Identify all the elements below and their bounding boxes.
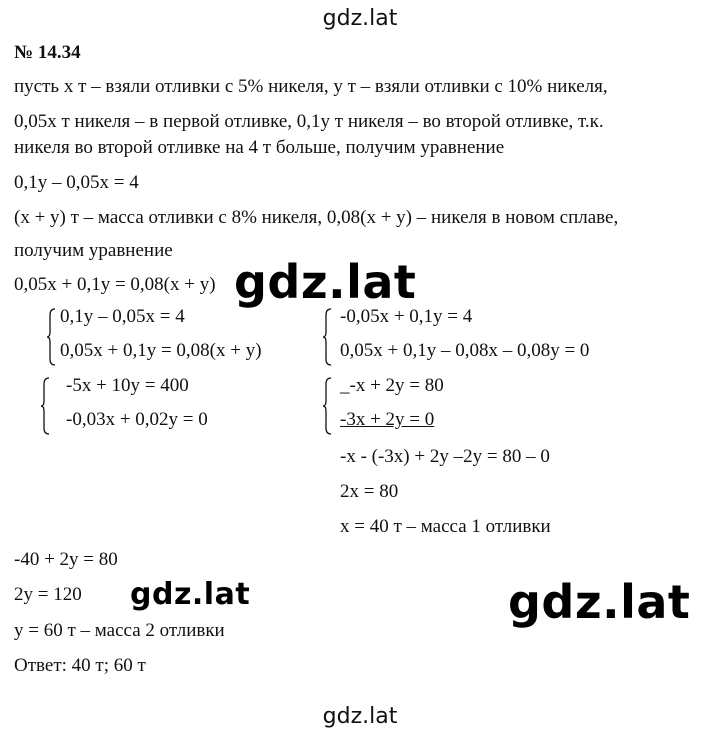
- watermark-top: gdz.lat: [322, 6, 398, 31]
- system-2-eq-2: 0,05х + 0,1у – 0,08х – 0,08у = 0: [340, 340, 590, 361]
- text-line-2: 0,05х т никеля – в первой отливке, 0,1у т никеля – во второй отливке, т.к.: [14, 111, 604, 132]
- step-2y: 2у = 120: [14, 584, 82, 605]
- answer: Ответ: 40 т; 60 т: [14, 655, 146, 676]
- step-substitute: -40 + 2у = 80: [14, 549, 118, 570]
- system-3-eq-1: -5х + 10у = 400: [66, 375, 189, 396]
- equation-line-4: 0,1у – 0,05х = 4: [14, 172, 139, 193]
- watermark-bottom: gdz.lat: [322, 704, 398, 729]
- system-brace-2: [322, 308, 332, 366]
- system-brace-3: [40, 377, 50, 435]
- equation-line-7: 0,05х + 0,1у = 0,08(х + у): [14, 274, 216, 295]
- watermark-middle: gdz.lat: [230, 256, 420, 308]
- system-brace-1: [46, 308, 56, 366]
- system-3-eq-2: -0,03х + 0,02у = 0: [66, 409, 208, 430]
- text-line-6: получим уравнение: [14, 240, 173, 261]
- step-y-result: у = 60 т – масса 2 отливки: [14, 620, 225, 641]
- text-line-1: пусть х т – взяли отливки с 5% никеля, у т – взяли отливки с 10% никеля,: [14, 76, 608, 97]
- watermark-right: gdz.lat: [508, 575, 691, 629]
- system-brace-4: [322, 377, 332, 435]
- system-4-eq-1: _-х + 2у = 80: [340, 375, 444, 396]
- step-2x: 2х = 80: [340, 481, 399, 502]
- system-1-eq-2: 0,05х + 0,1у = 0,08(х + у): [60, 340, 262, 361]
- system-1-eq-1: 0,1у – 0,05х = 4: [60, 306, 185, 327]
- step-x-result: х = 40 т – масса 1 отливки: [340, 516, 551, 537]
- text-line-3: никеля во второй отливке на 4 т больше, получим уравнение: [14, 137, 505, 158]
- step-subtract: -х - (-3х) + 2у –2у = 80 – 0: [340, 446, 550, 467]
- watermark-left: gdz.lat: [130, 577, 251, 612]
- problem-number: № 14.34: [14, 42, 81, 63]
- system-2-eq-1: -0,05х + 0,1у = 4: [340, 306, 473, 327]
- text-line-5: (х + у) т – масса отливки с 8% никеля, 0,08(х + у) – никеля в новом сплаве,: [14, 207, 619, 228]
- system-4-eq-2: -3х + 2у = 0: [340, 409, 435, 430]
